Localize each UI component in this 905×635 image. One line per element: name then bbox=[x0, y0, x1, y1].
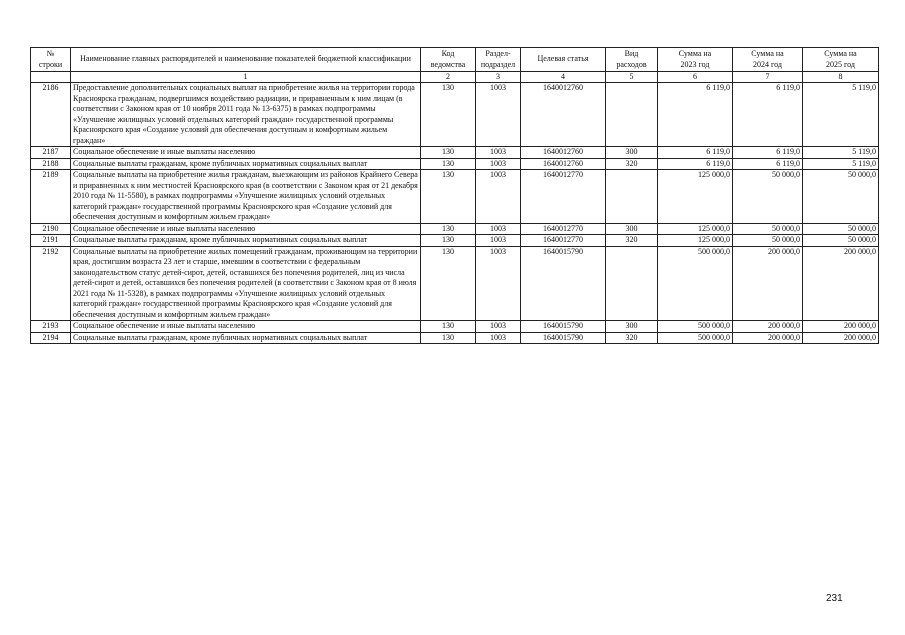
row-name: Предоставление дополнительных социальных выплат на приобретение жилья на территории города Красноярска гражданам, подвергшимся воздействию радиации, и приравненным к ним лицам (в соответствии с Законом края от 10 ноября 2011 года № 13-6375) в рамках подпрограммы «Улучшение жилищных условий отдельных категорий граждан» государственной программы Красноярского края «Создание условий для обеспечения доступным и комфортным жильем граждан» bbox=[71, 83, 421, 147]
row-number: 2194 bbox=[31, 332, 71, 344]
row-target: 1640015790 bbox=[521, 332, 606, 344]
table-row bbox=[31, 170, 879, 224]
row-sum-2023: 125 000,0 bbox=[658, 170, 733, 224]
row-sum-2025: 50 000,0 bbox=[803, 223, 879, 235]
page-number: 231 bbox=[826, 593, 843, 604]
header-target: Целевая статья bbox=[521, 48, 606, 72]
header-expense-type: Вид расходов bbox=[606, 48, 658, 72]
row-dept-code: 130 bbox=[421, 321, 476, 333]
row-section: 1003 bbox=[476, 235, 521, 247]
row-expense-type: 300 bbox=[606, 321, 658, 333]
row-expense-type bbox=[606, 170, 658, 224]
row-section: 1003 bbox=[476, 223, 521, 235]
row-sum-2023: 500 000,0 bbox=[658, 332, 733, 344]
row-sum-2024: 50 000,0 bbox=[733, 170, 803, 224]
table-row bbox=[31, 83, 879, 147]
row-expense-type: 320 bbox=[606, 235, 658, 247]
row-sum-2024: 50 000,0 bbox=[733, 223, 803, 235]
header-sum-2023: Сумма на 2023 год bbox=[658, 48, 733, 72]
header-row bbox=[31, 48, 879, 72]
row-section: 1003 bbox=[476, 246, 521, 321]
row-expense-type: 300 bbox=[606, 223, 658, 235]
row-section: 1003 bbox=[476, 321, 521, 333]
row-sum-2025: 50 000,0 bbox=[803, 170, 879, 224]
column-number: 2 bbox=[421, 72, 476, 83]
row-name: Социальное обеспечение и иные выплаты населению bbox=[71, 147, 421, 159]
row-dept-code: 130 bbox=[421, 223, 476, 235]
row-dept-code: 130 bbox=[421, 246, 476, 321]
row-name: Социальные выплаты на приобретение жилья гражданам, выезжающим из районов Крайнего Севера и приравненных к ним местностей Красноярского края (в соответствии с Законом края от 21 декабря 2010 года № 11-5580), в рамках подпрограммы «Улучшение жилищных условий отдельных категорий граждан» государственной программы Красноярского края «Создание условий для обеспечения доступным и комфортным жильем граждан» bbox=[71, 170, 421, 224]
row-sum-2025: 200 000,0 bbox=[803, 246, 879, 321]
row-dept-code: 130 bbox=[421, 170, 476, 224]
row-number: 2192 bbox=[31, 246, 71, 321]
row-expense-type bbox=[606, 246, 658, 321]
row-expense-type: 300 bbox=[606, 147, 658, 159]
row-target: 1640012760 bbox=[521, 158, 606, 170]
row-target: 1640012760 bbox=[521, 147, 606, 159]
row-number: 2186 bbox=[31, 83, 71, 147]
column-number: 1 bbox=[71, 72, 421, 83]
row-dept-code: 130 bbox=[421, 83, 476, 147]
row-sum-2025: 5 119,0 bbox=[803, 158, 879, 170]
row-number: 2191 bbox=[31, 235, 71, 247]
row-number: 2189 bbox=[31, 170, 71, 224]
row-sum-2024: 6 119,0 bbox=[733, 83, 803, 147]
row-sum-2025: 200 000,0 bbox=[803, 321, 879, 333]
budget-table bbox=[30, 47, 879, 344]
table-row bbox=[31, 246, 879, 321]
table-row bbox=[31, 223, 879, 235]
row-sum-2024: 6 119,0 bbox=[733, 158, 803, 170]
row-sum-2025: 50 000,0 bbox=[803, 235, 879, 247]
row-name: Социальное обеспечение и иные выплаты населению bbox=[71, 321, 421, 333]
row-sum-2023: 6 119,0 bbox=[658, 158, 733, 170]
row-expense-type: 320 bbox=[606, 158, 658, 170]
row-number: 2193 bbox=[31, 321, 71, 333]
row-number: 2190 bbox=[31, 223, 71, 235]
column-number: 7 bbox=[733, 72, 803, 83]
row-sum-2024: 50 000,0 bbox=[733, 235, 803, 247]
row-target: 1640012770 bbox=[521, 235, 606, 247]
row-name: Социальные выплаты на приобретение жилых помещений гражданам, проживающим на территории края, достигшим возраста 23 лет и старше, имевшим в соответствии с федеральным законодательством статус детей-сирот, детей, оставшихся без попечения родителей, лиц из числа детей-сирот и детей, оставшихся без попечения родителей (в соответствии с Законом края от 8 июля 2021 года № 11-5328), в рамках подпрограммы «Улучшение жилищных условий отдельных категорий граждан» государственной программы Красноярского края «Создание условий для обеспечения доступным и комфортным жильем граждан» bbox=[71, 246, 421, 321]
column-number: 6 bbox=[658, 72, 733, 83]
table-row bbox=[31, 158, 879, 170]
column-number: 8 bbox=[803, 72, 879, 83]
row-section: 1003 bbox=[476, 332, 521, 344]
header-dept-code: Код ведомства bbox=[421, 48, 476, 72]
row-sum-2023: 125 000,0 bbox=[658, 235, 733, 247]
header-section: Раздел- подраздел bbox=[476, 48, 521, 72]
table-row bbox=[31, 147, 879, 159]
row-sum-2024: 200 000,0 bbox=[733, 321, 803, 333]
row-name: Социальные выплаты гражданам, кроме публичных нормативных социальных выплат bbox=[71, 158, 421, 170]
header-name: Наименование главных распорядителей и наименование показателей бюджетной классификации bbox=[71, 48, 421, 72]
row-dept-code: 130 bbox=[421, 158, 476, 170]
header-row-no: № строки bbox=[31, 48, 71, 72]
table-row bbox=[31, 332, 879, 344]
row-target: 1640015790 bbox=[521, 246, 606, 321]
row-sum-2024: 6 119,0 bbox=[733, 147, 803, 159]
row-sum-2025: 200 000,0 bbox=[803, 332, 879, 344]
column-number: 5 bbox=[606, 72, 658, 83]
row-number: 2187 bbox=[31, 147, 71, 159]
row-name: Социальные выплаты гражданам, кроме публичных нормативных социальных выплат bbox=[71, 332, 421, 344]
row-dept-code: 130 bbox=[421, 332, 476, 344]
row-name: Социальные выплаты гражданам, кроме публичных нормативных социальных выплат bbox=[71, 235, 421, 247]
row-sum-2023: 125 000,0 bbox=[658, 223, 733, 235]
row-dept-code: 130 bbox=[421, 147, 476, 159]
row-sum-2024: 200 000,0 bbox=[733, 246, 803, 321]
row-name: Социальное обеспечение и иные выплаты населению bbox=[71, 223, 421, 235]
row-sum-2024: 200 000,0 bbox=[733, 332, 803, 344]
row-section: 1003 bbox=[476, 147, 521, 159]
row-sum-2025: 5 119,0 bbox=[803, 147, 879, 159]
row-section: 1003 bbox=[476, 83, 521, 147]
row-section: 1003 bbox=[476, 158, 521, 170]
table-row bbox=[31, 321, 879, 333]
row-expense-type bbox=[606, 83, 658, 147]
row-sum-2023: 6 119,0 bbox=[658, 83, 733, 147]
column-number-row bbox=[31, 72, 879, 83]
row-dept-code: 130 bbox=[421, 235, 476, 247]
header-sum-2024: Сумма на 2024 год bbox=[733, 48, 803, 72]
row-sum-2023: 500 000,0 bbox=[658, 246, 733, 321]
row-target: 1640015790 bbox=[521, 321, 606, 333]
row-number: 2188 bbox=[31, 158, 71, 170]
table-row bbox=[31, 235, 879, 247]
row-sum-2023: 6 119,0 bbox=[658, 147, 733, 159]
row-target: 1640012770 bbox=[521, 170, 606, 224]
header-sum-2025: Сумма на 2025 год bbox=[803, 48, 879, 72]
row-expense-type: 320 bbox=[606, 332, 658, 344]
column-number: 4 bbox=[521, 72, 606, 83]
row-target: 1640012760 bbox=[521, 83, 606, 147]
column-number: 3 bbox=[476, 72, 521, 83]
row-section: 1003 bbox=[476, 170, 521, 224]
row-sum-2025: 5 119,0 bbox=[803, 83, 879, 147]
row-target: 1640012770 bbox=[521, 223, 606, 235]
row-sum-2023: 500 000,0 bbox=[658, 321, 733, 333]
